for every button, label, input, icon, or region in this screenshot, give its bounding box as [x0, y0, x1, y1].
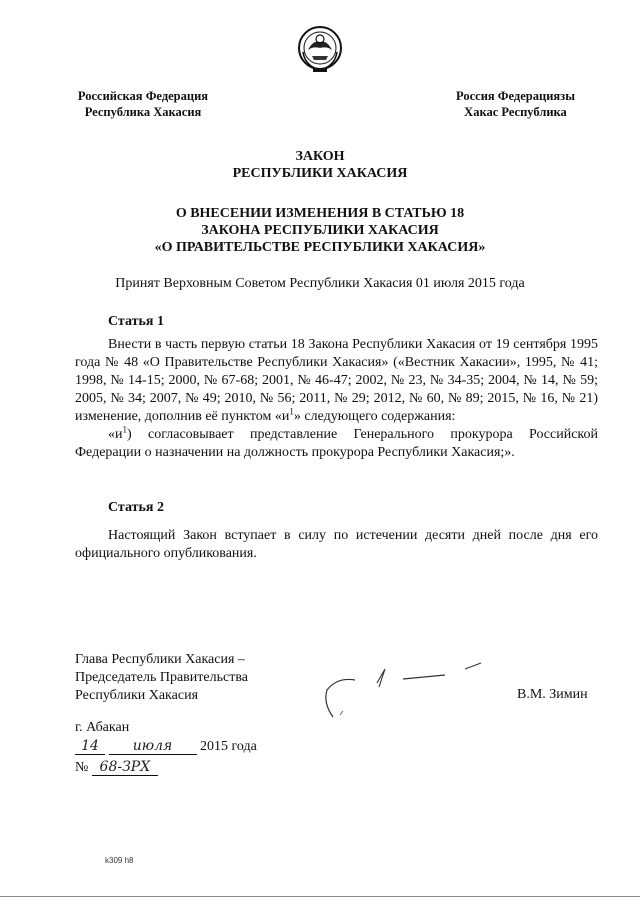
header-right-country: Россия Федерациязы: [456, 89, 575, 103]
signing-date: [75, 738, 257, 755]
handwritten-signature: [315, 655, 490, 730]
signatory-name: В.М. Зимин: [517, 687, 588, 702]
signatory-line3: Республики Хакасия: [75, 688, 199, 703]
city: г. Абакан: [75, 720, 130, 735]
adoption-note: Принят Верховным Советом Республики Хакасия 01 июля 2015 года: [115, 276, 525, 291]
article-2-title: Статья 2: [108, 500, 164, 515]
header-right: [428, 88, 603, 120]
header-left-republic: Республика Хакасия: [84, 105, 202, 119]
law-number: [75, 759, 158, 776]
article-2-paragraph: Настоящий Закон вступает в силу по истечении десяти дней после дня его официального опубликования.: [75, 528, 598, 561]
article-1-quote: [75, 426, 598, 462]
article-2-body: [75, 527, 598, 563]
coat-of-arms-emblem: [295, 22, 345, 78]
handwritten-number: 68-ЗРХ: [92, 759, 158, 776]
article-1-body: [75, 336, 598, 462]
signing-year: 2015 года: [200, 739, 257, 754]
handwritten-month: июля: [109, 738, 197, 755]
law-title-line1: ЗАКОН: [295, 149, 345, 164]
header-left-country: Российская Федерация: [77, 89, 209, 103]
signatory-title: [75, 651, 248, 705]
law-title-line2: РЕСПУБЛИКИ ХАКАСИЯ: [232, 166, 408, 181]
signatory-line1: Глава Республики Хакасия –: [75, 652, 245, 667]
article-1-text-b: » следующего содержания:: [293, 409, 456, 424]
signatory-line2: Председатель Правительства: [75, 670, 248, 685]
header-right-republic: Хакас Республика: [464, 105, 567, 119]
article-1-superscript: 1: [289, 406, 294, 417]
article-1-quote-a: «и: [108, 427, 123, 442]
document-code: k309 h8: [105, 856, 134, 865]
law-subtitle-line2: ЗАКОНА РЕСПУБЛИКИ ХАКАСИЯ: [201, 223, 439, 238]
law-subtitle-line3: «О ПРАВИТЕЛЬСТВЕ РЕСПУБЛИКИ ХАКАСИЯ»: [154, 240, 486, 255]
article-1-quote-superscript: 1: [122, 424, 127, 435]
handwritten-day: 14: [75, 738, 105, 755]
article-1-title: Статья 1: [108, 314, 164, 329]
article-1-text-a: Внести в часть первую статьи 18 Закона Республики Хакасия от 19 сентября 1995 года № 48 «О Правительстве Республики Хакасия» («Вестник Хакасии», 1995, № 41; 1998, № 14-15; 2000, № 67-68; 2001, № 46-47; 2002, № 23, № 34-35; 2004, № 14, № 59; 2005, № 34; 2007, № 49; 2010, № 56; 2011, № 29; 2012, № 60, № 89; 2015, № 16, № 21) изменение, дополнив её пунктом «и: [75, 337, 598, 424]
page-bottom-border: [0, 896, 640, 897]
law-title: [0, 148, 640, 182]
law-subtitle: [0, 205, 640, 256]
article-1-quote-b: ) согласовывает представление Генерального прокурора Российской Федерации о назначении на должность прокурора Республики Хакасия;».: [75, 427, 598, 460]
law-subtitle-line1: О ВНЕСЕНИИ ИЗМЕНЕНИЯ В СТАТЬЮ 18: [175, 206, 465, 221]
article-1-paragraph: [75, 336, 598, 426]
header-left: [58, 88, 228, 120]
number-sign: №: [75, 760, 89, 775]
